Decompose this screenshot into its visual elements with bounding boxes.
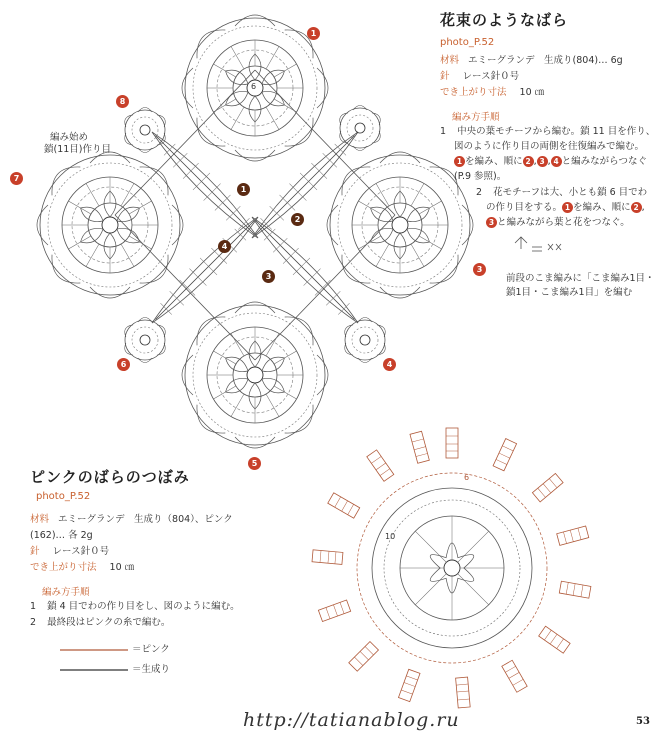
rose-material-label: 材料 <box>440 55 460 66</box>
rose-bouquet-photo-ref: photo_P.52 <box>440 37 495 48</box>
start-note-line1: 編み始め <box>50 132 89 143</box>
circle-num-3b: 3 <box>486 217 497 228</box>
pink-material-value: エミーグランデ 生成り（804）、ピンク <box>58 514 233 525</box>
pink-needle-row <box>30 545 109 559</box>
circle-num-1b: 1 <box>562 202 573 213</box>
rose-material-row <box>440 54 623 68</box>
marker-8: 8 <box>116 95 129 108</box>
rose-step1-text1: 中央の葉モチーフから編む。鎖 11 目を作り、 <box>457 126 656 137</box>
rose-step1-line3: 1 を編み、順に 2 , 3 , 4 と編みながらつなぐ <box>454 155 647 169</box>
marker-1: 1 <box>307 27 320 40</box>
circle-num-2: 2 <box>523 156 534 167</box>
pink-steps-heading: 編み方手順 <box>42 587 90 598</box>
legend-pink-label: ＝ピンク <box>132 644 170 655</box>
rose-step2-line3 <box>486 216 630 230</box>
pink-step2-number: 2 <box>30 617 37 628</box>
rose-size-row <box>440 86 544 100</box>
pink-step2-text: 最終段はピンクの糸で編む。 <box>47 617 171 628</box>
pink-rosebud-title: ピンクのばらのつぼみ <box>30 468 190 486</box>
pink-size-row <box>30 561 134 575</box>
circle-num-2b: 2 <box>631 202 642 213</box>
pink-needle-value: レース針０号 <box>52 546 110 557</box>
rose-needle-label: 針 <box>440 71 450 82</box>
pink-size-label: でき上がり寸法 <box>30 562 97 573</box>
marker-leaf-2: 2 <box>291 213 304 226</box>
rose-needle-value: レース針０号 <box>462 71 520 82</box>
rose-step2-number: 2 <box>476 187 483 198</box>
note-line1: 前段のこま編みに「こま編み1目・ <box>506 273 655 284</box>
circle-num-1: 1 <box>454 156 465 167</box>
rose-step2-text3: と編みながら葉と花をつなぐ。 <box>497 217 630 228</box>
rose-step2-text2b: を編み、順に <box>573 202 631 213</box>
pink-rosebud-photo-ref: photo_P.52 <box>36 491 91 502</box>
start-note-line2: 鎖(11目)作り目 <box>44 144 112 155</box>
pink-step2-row <box>30 616 170 630</box>
pink-size-value: 10 ㎝ <box>109 562 135 573</box>
marker-leaf-3: 3 <box>262 270 275 283</box>
rose-step1-text3b: と編みながらつなぐ <box>561 156 648 167</box>
marker-6: 6 <box>117 358 130 371</box>
marker-4: 4 <box>383 358 396 371</box>
rose-step2-line2: の作り目をする。 1 を編み、順に 2 , <box>486 202 645 213</box>
marker-leaf-1: 1 <box>237 183 250 196</box>
marker-7: 7 <box>10 172 23 185</box>
rose-step1-line1 <box>440 125 655 139</box>
pink-step1-number: 1 <box>30 601 37 612</box>
rose-steps-heading: 編み方手順 <box>452 112 500 123</box>
marker-5: 5 <box>248 457 261 470</box>
rose-needle-row <box>440 70 519 84</box>
rose-step1-text3a: を編み、順に <box>465 156 523 167</box>
rose-step1-line4: (P.9 参照)。 <box>454 171 507 182</box>
circle-num-4: 4 <box>551 156 562 167</box>
rose-size-label: でき上がり寸法 <box>440 87 507 98</box>
marker-leaf-4: 4 <box>218 240 231 253</box>
rose-step2-line1 <box>476 186 647 200</box>
page-number: 53 <box>636 716 650 727</box>
rose-round-label: 6 <box>464 473 470 482</box>
pink-needle-label: 針 <box>30 546 40 557</box>
rose-step1-line2: 図のように作り目の両側を往復編みで編む。 <box>454 141 645 152</box>
pink-material-value2: (162)… 各 2g <box>30 530 93 541</box>
pink-step1-text: 鎖 4 目でわの作り目をし、図のように編む。 <box>47 601 240 612</box>
pink-material-label: 材料 <box>30 514 50 525</box>
pink-material-row <box>30 513 233 527</box>
rose-size-value: 10 ㎝ <box>519 87 545 98</box>
rose-bouquet-title: 花束のようなばら <box>440 11 569 29</box>
circle-num-3: 3 <box>537 156 548 167</box>
rose-round-10-label: 10 <box>385 532 396 541</box>
center-ring-label: 6 <box>251 82 257 91</box>
pink-step1-row <box>30 600 240 614</box>
note-line2: 鎖1目・こま編み1目」を編む <box>506 287 633 298</box>
rose-step1-number: 1 <box>440 126 447 137</box>
rose-step2-text1: 花モチーフは大、小とも鎖 6 目でわ <box>493 187 648 198</box>
rose-material-value: エミーグランデ 生成り(804)… 6g <box>468 55 623 66</box>
legend-natural-label: ＝生成り <box>132 664 171 675</box>
watermark-url: http://tatianablog.ru <box>243 709 460 731</box>
rose-step2-text2a: の作り目をする。 <box>486 202 563 213</box>
marker-3: 3 <box>473 263 486 276</box>
